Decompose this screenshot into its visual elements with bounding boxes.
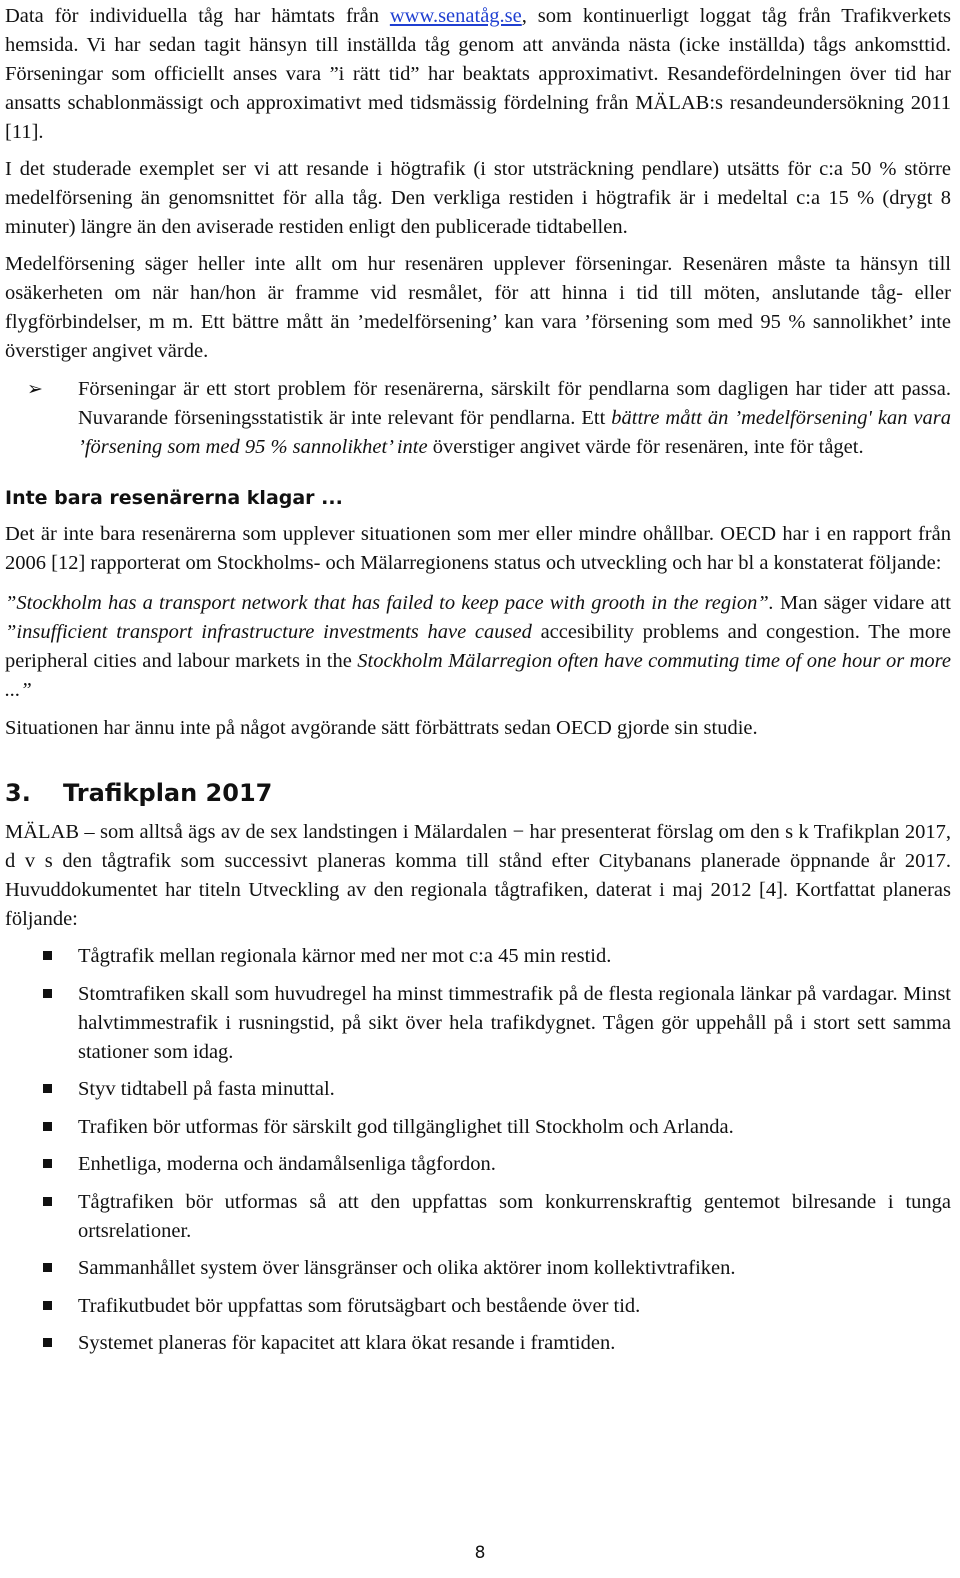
quote-part-plain: accesibility problems and congestion. The more peripheral cities and labour markets in the <box>5 621 951 672</box>
subsection-heading: Inte bara resenärerna klagar ... <box>5 487 343 509</box>
list-item <box>5 1150 951 1179</box>
list-item <box>5 1113 951 1142</box>
quote-connector: Man säger vidare att <box>773 592 952 614</box>
list-item-text: Styv tidtabell på fasta minuttal. <box>78 1078 335 1100</box>
section-title: Trafikplan 2017 <box>63 779 273 807</box>
list-item-text: Trafiken bör utformas för särskilt god tillgänglighet till Stockholm och Arlanda. <box>78 1115 734 1138</box>
section-heading <box>5 776 951 810</box>
highlight-block <box>5 375 951 462</box>
list-item <box>5 1329 951 1358</box>
section-number: 3. <box>5 779 31 807</box>
plan-bullet-list <box>5 942 951 1358</box>
page-number: 8 <box>474 1543 486 1563</box>
list-item-text: Trafikutbudet bör uppfattas som förutsägbart och bestående över tid. <box>78 1294 641 1317</box>
list-item-text: Systemet planeras för kapacitet att klara ökat resande i framtiden. <box>78 1332 616 1354</box>
list-item <box>5 942 951 971</box>
list-item <box>5 1188 951 1246</box>
list-item <box>5 980 951 1067</box>
intro-text-cont: , som kontinuerligt loggat tåg från Trafikverkets hemsida. Vi har sedan tagit hänsyn till inställda tåg genom att använda nästa (icke inställda) tågs ankomsttid. Förseningar som officiellt anses vara ”i rätt tid” har beaktats approximativt. Resandefördelningen över tid har ansatts schablonmässigt och approximativt med tidsmässig fördelning från MÄLAB:s resandeundersökning 2011 [11]. <box>5 5 951 143</box>
square-bullet-icon <box>43 1263 52 1272</box>
square-bullet-icon <box>43 1122 52 1131</box>
senatag-link[interactable]: www.senatåg.se <box>389 5 522 27</box>
subsection-paragraph-1: Det är inte bara resenärerna som upplever situationen som mer eller mindre ohållbar. OECD har i en rapport från 2006 [12] rapporterat om Stockholms- och Mälarregionens status och utveckling och har bl a konstaterat följande: <box>5 523 951 574</box>
highlight-text-b: överstiger angivet värde för resenären, inte för tåget. <box>427 436 864 458</box>
list-item-text: Tågtrafik mellan regionala kärnor med ner mot c:a 45 min restid. <box>78 945 612 967</box>
intro-paragraph-3: Medelförsening säger heller inte allt om hur resenären upplever förseningar. Resenären måste ta hänsyn till osäkerheten om när han/hon är framme vid resmålet, för att hinna i tid till möten, anslutande tåg- eller flygförbindelser, m m. Ett bättre mått än ’medelförsening’ kan vara ’försening som med 95 % sannolikhet’ inte överstiger angivet värde. <box>5 253 951 362</box>
highlight-text-italic: bättre mått än ’medelförsening' kan vara ’försening som med 95 % sannolikhet’ inte <box>78 407 951 458</box>
intro-text: Data för individuella tåg har hämtats från <box>5 5 390 27</box>
square-bullet-icon <box>43 1197 52 1206</box>
oecd-quote <box>5 589 951 705</box>
list-item <box>5 1075 951 1104</box>
square-bullet-icon <box>43 1159 52 1168</box>
square-bullet-icon <box>43 989 52 998</box>
square-bullet-icon <box>43 1338 52 1347</box>
intro-paragraph-1 <box>5 2 951 147</box>
list-item-text: Tågtrafiken bör utformas så att den uppfattas som konkurrenskraftig gentemot bilresande i tunga ortsrelationer. <box>78 1190 951 1242</box>
list-item <box>5 1292 951 1321</box>
quote-part-3: Stockholm Mälarregion often have commuting time of one hour or more ...” <box>5 650 951 701</box>
quote-part-2: ”insufficient transport infrastructure investments have caused <box>5 621 532 643</box>
highlight-text <box>78 375 951 462</box>
arrow-bullet-icon: ➢ <box>27 378 43 400</box>
list-item-text: Enhetliga, moderna och ändamålsenliga tågfordon. <box>78 1153 496 1175</box>
list-item-text: Sammanhållet system över länsgränser och olika aktörer inom kollektivtrafiken. <box>78 1257 736 1279</box>
section-intro: MÄLAB – som alltså ägs av de sex landstingen i Mälardalen − har presenterat förslag om den s k Trafikplan 2017, d v s den tågtrafik som successivt planeras komma till stånd efter Citybanans planerade öppnande år 2017. Huvuddokumentet har titeln Utveckling av den regionala tågtrafiken, daterat i maj 2012 [4]. Kortfattat planeras följande: <box>5 821 951 930</box>
square-bullet-icon <box>43 1084 52 1093</box>
highlight-text-a: Förseningar är ett stort problem för resenärerna, särskilt för pendlarna som dagligen har tider att passa. Nuvarande förseningsstatistik är inte relevant för pendlarna. Ett <box>78 378 951 429</box>
square-bullet-icon <box>43 1301 52 1310</box>
list-item <box>5 1254 951 1283</box>
intro-paragraph-2: I det studerade exemplet ser vi att resande i högtrafik (i stor utsträckning pendlare) utsätts för c:a 50 % större medelförsening än genomsnittet för alla tåg. Den verkliga restiden i högtrafik är i medeltal c:a 15 % (drygt 8 minuter) längre än den aviserade restiden enligt den publicerade tidtabellen. <box>5 158 951 238</box>
quote-part-1: ”Stockholm has a transport network that has failed to keep pace with grooth in the region”. <box>5 592 774 614</box>
document-page <box>5 0 951 1367</box>
square-bullet-icon <box>43 951 52 960</box>
list-item-text: Stomtrafiken skall som huvudregel ha minst timmestrafik på de flesta regionala länkar på vardagar. Minst halvtimmestrafik i rusningstid, på sikt över hela trafikdygnet. Tågen gör uppehåll på i stort sett samma stationer som idag. <box>78 982 951 1063</box>
subsection-paragraph-2: Situationen har ännu inte på något avgörande sätt förbättrats sedan OECD gjorde sin studie. <box>5 717 758 739</box>
